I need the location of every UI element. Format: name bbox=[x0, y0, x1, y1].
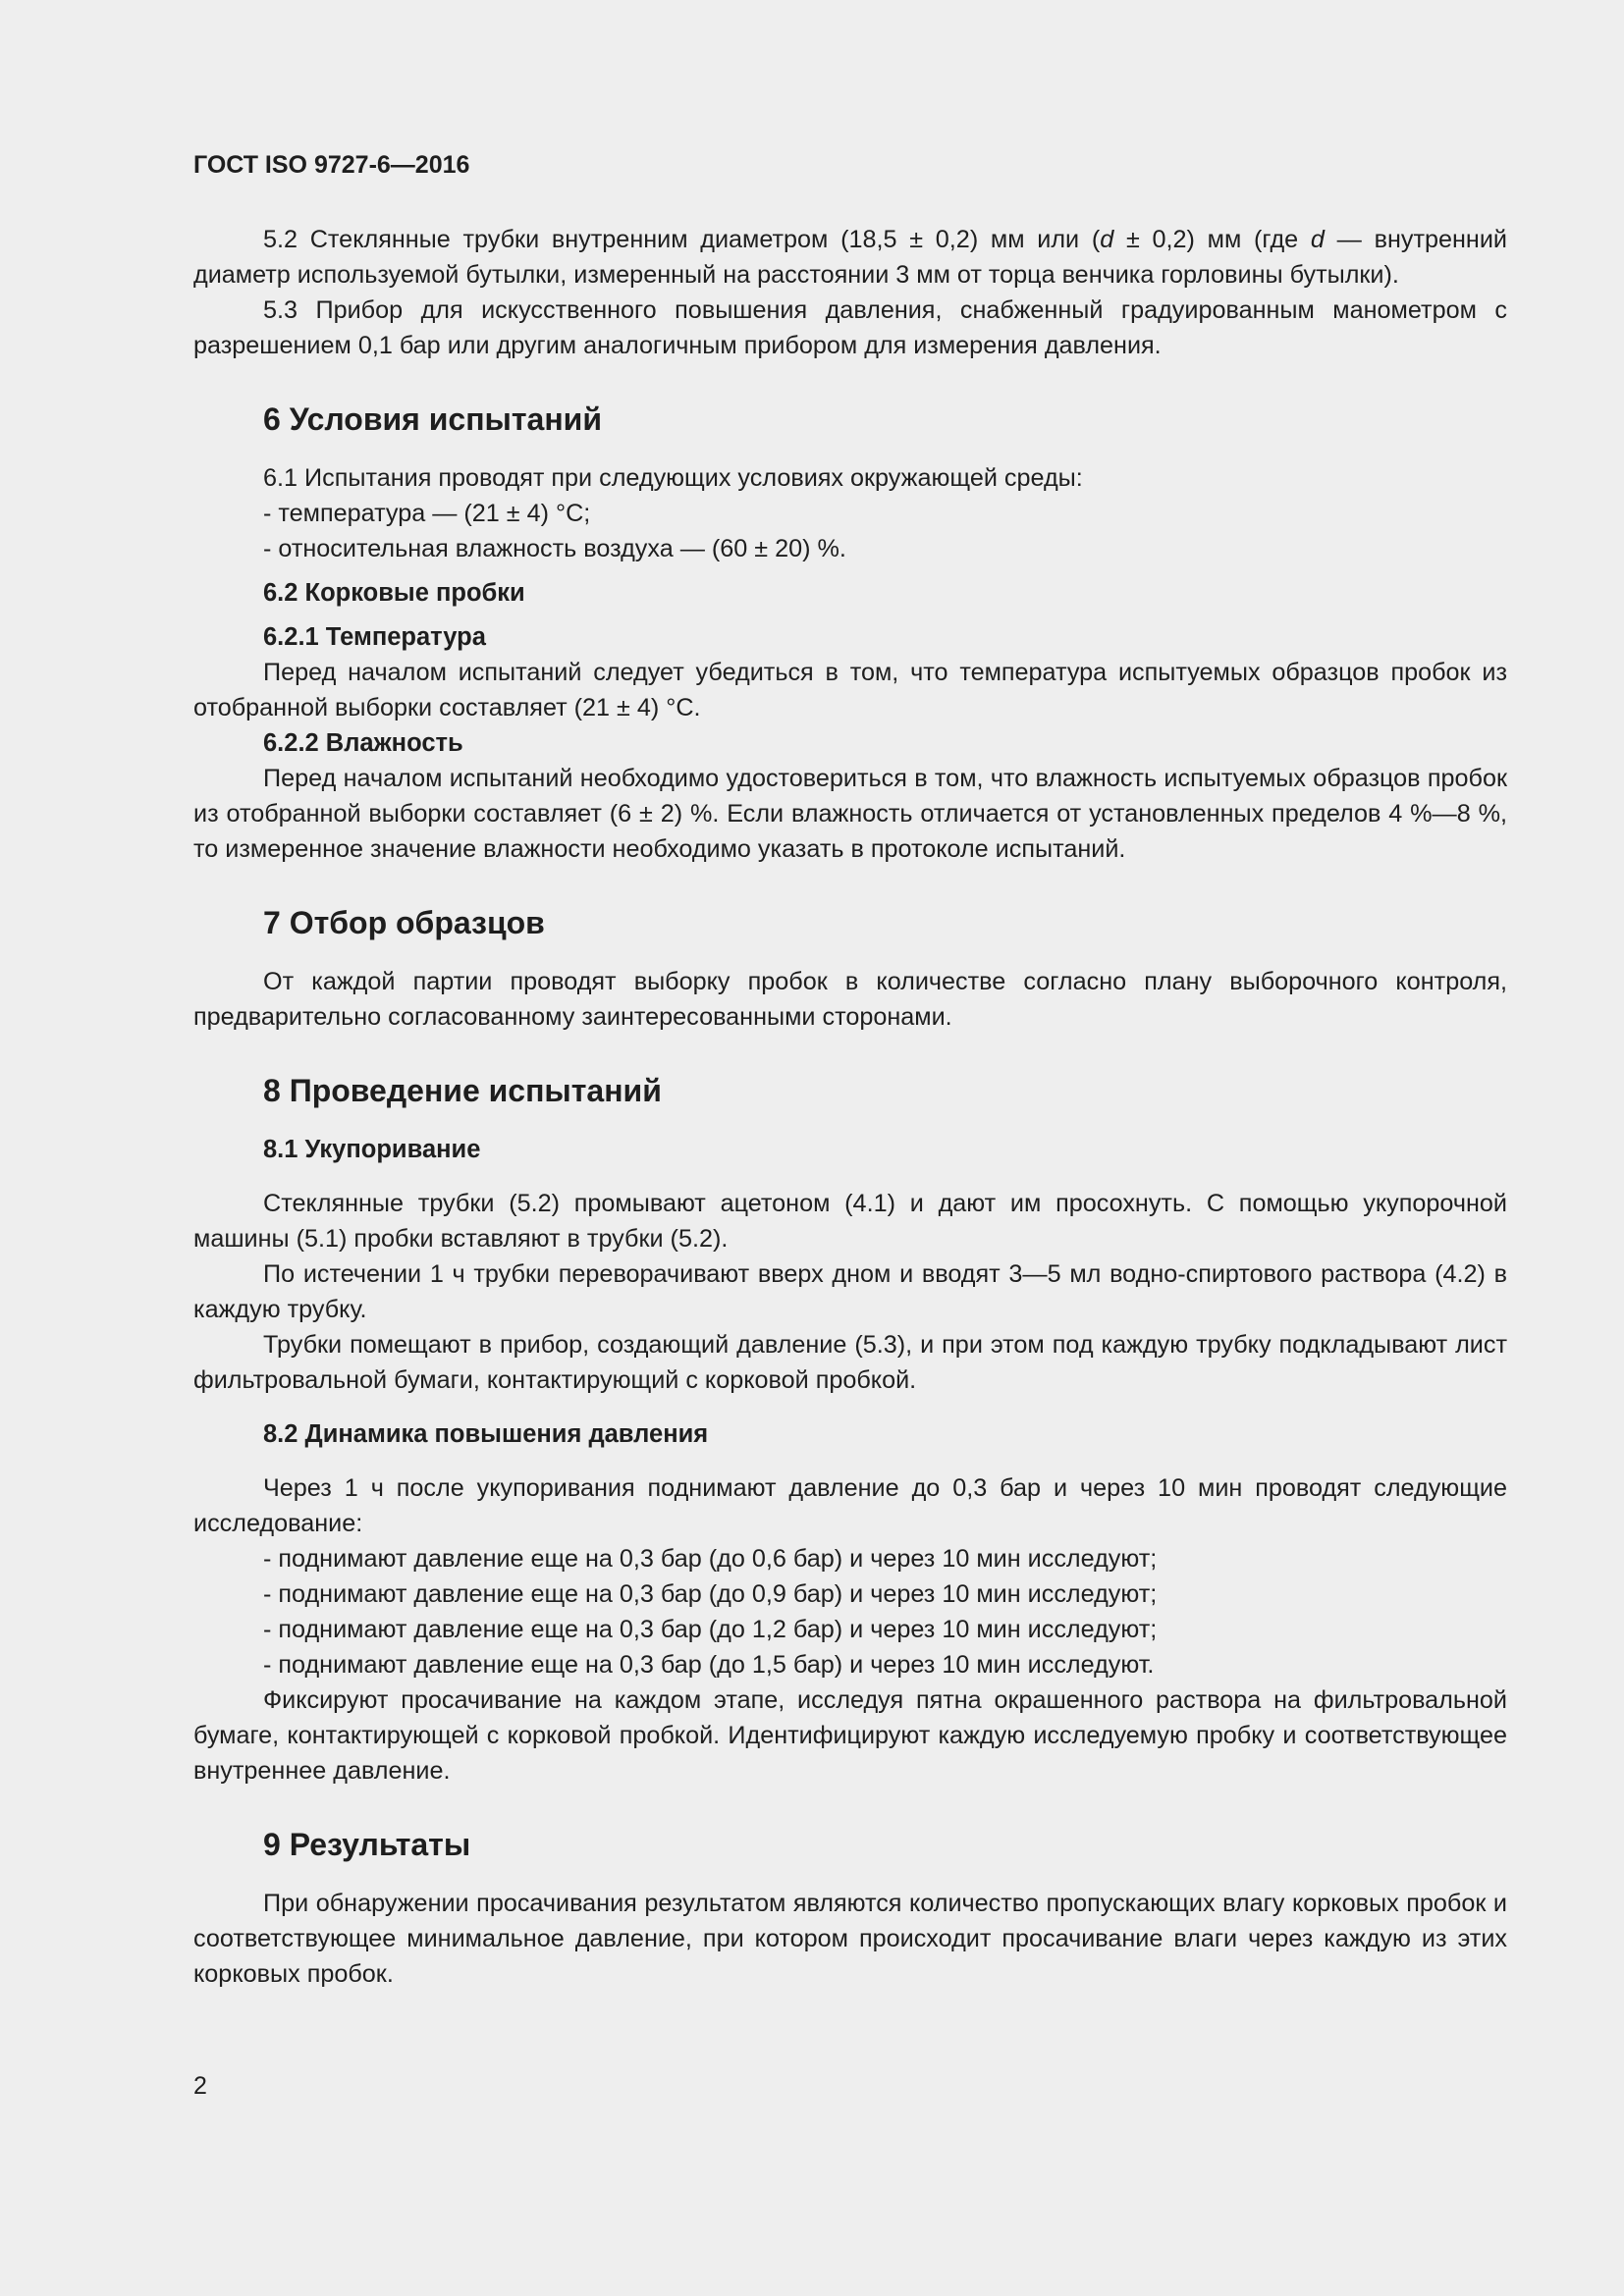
section-6-2-1-title: 6.2.1 Температура bbox=[263, 623, 486, 651]
paragraph-6-2-1: Перед началом испытаний следует убедиться в том, что температура испытуемых образцов пробок из отобранной выборки составляет (21 ± 4) °C. bbox=[193, 659, 1507, 721]
paragraph-5-3: 5.3 Прибор для искусственного повышения давления, снабженный градуированным манометром с разрешением 0,1 бар или другим аналогичным прибором для измерения давления. bbox=[193, 296, 1507, 359]
list-item: - поднимают давление еще на 0,3 бар (до 0,9 бар) и через 10 мин исследуют; bbox=[263, 1580, 1158, 1608]
paragraph-5-2-part3: — внутренний диаметр используемой бутылки, измеренный на расстоянии 3 мм от торца венчика горловины бутылки). bbox=[193, 226, 1507, 289]
list-item: - температура — (21 ± 4) °C; bbox=[263, 500, 591, 527]
section-9-title: 9 Результаты bbox=[263, 1827, 471, 1862]
paragraph-5-2-part1: 5.2 Стеклянные трубки внутренним диаметром (18,5 ± 0,2) мм или ( bbox=[263, 226, 1101, 253]
section-6-2-2-title: 6.2.2 Влажность bbox=[263, 729, 463, 757]
variable-d: d bbox=[1310, 226, 1325, 253]
paragraph-5-2 bbox=[193, 222, 1507, 293]
paragraph-7: От каждой партии проводят выборку пробок в количестве согласно плану выборочного контроля, предварительно согласованному заинтересованными сторонами. bbox=[193, 968, 1507, 1031]
paragraph-8-1-a: Стеклянные трубки (5.2) промывают ацетоном (4.1) и дают им просохнуть. С помощью укупорочной машины (5.1) пробки вставляют в трубки (5.2). bbox=[193, 1190, 1507, 1253]
document-page bbox=[193, 147, 1507, 1992]
paragraph-5-2-part2: ± 0,2) мм (где bbox=[1113, 226, 1311, 253]
list-item: - поднимают давление еще на 0,3 бар (до 1,2 бар) и через 10 мин исследуют; bbox=[263, 1616, 1158, 1643]
variable-d: d bbox=[1100, 226, 1114, 253]
list-item: - относительная влажность воздуха — (60 ± 20) %. bbox=[263, 535, 846, 562]
paragraph-9: При обнаружении просачивания результатом являются количество пропускающих влагу корковых пробок и соответствующее минимальное давление, при котором происходит просачивание влаги через каждую из этих корковых пробок. bbox=[193, 1890, 1507, 1988]
section-7-title: 7 Отбор образцов bbox=[263, 905, 545, 940]
paragraph-8-2: Через 1 ч после укупоривания поднимают давление до 0,3 бар и через 10 мин проводят следующие исследование: bbox=[193, 1474, 1507, 1537]
paragraph-6-1: 6.1 Испытания проводят при следующих условиях окружающей среды: bbox=[263, 464, 1083, 492]
paragraph-8-2-b: Фиксируют просачивание на каждом этапе, исследуя пятна окрашенного раствора на фильтровальной бумаге, контактирующей с корковой пробкой. Идентифицируют каждую исследуемую пробку и соответствующее внутреннее давление. bbox=[193, 1686, 1507, 1785]
section-8-2-title: 8.2 Динамика повышения давления bbox=[263, 1420, 709, 1448]
section-6-title: 6 Условия испытаний bbox=[263, 401, 602, 437]
paragraph-8-1-c: Трубки помещают в прибор, создающий давление (5.3), и при этом под каждую трубку подкладывают лист фильтровальной бумаги, контактирующий с корковой пробкой. bbox=[193, 1331, 1507, 1394]
section-8-title: 8 Проведение испытаний bbox=[263, 1073, 662, 1108]
list-item: - поднимают давление еще на 0,3 бар (до 1,5 бар) и через 10 мин исследуют. bbox=[263, 1651, 1155, 1679]
section-6-2-title: 6.2 Корковые пробки bbox=[263, 579, 525, 607]
paragraph-8-1-b: По истечении 1 ч трубки переворачивают вверх дном и вводят 3—5 мл водно-спиртового раствора (4.2) в каждую трубку. bbox=[193, 1260, 1507, 1323]
page-number: 2 bbox=[193, 2072, 207, 2100]
section-8-1-title: 8.1 Укупоривание bbox=[263, 1136, 481, 1163]
list-item: - поднимают давление еще на 0,3 бар (до 0,6 бар) и через 10 мин исследуют; bbox=[263, 1545, 1158, 1573]
paragraph-6-2-2: Перед началом испытаний необходимо удостовериться в том, что влажность испытуемых образцов пробок из отобранной выборки составляет (6 ± 2) %. Если влажность отличается от установленных пределов 4 %—8 %, то измеренное значение влажности необходимо указать в протоколе испытаний. bbox=[193, 765, 1507, 863]
document-header: ГОСТ ISO 9727-6—2016 bbox=[193, 151, 470, 179]
